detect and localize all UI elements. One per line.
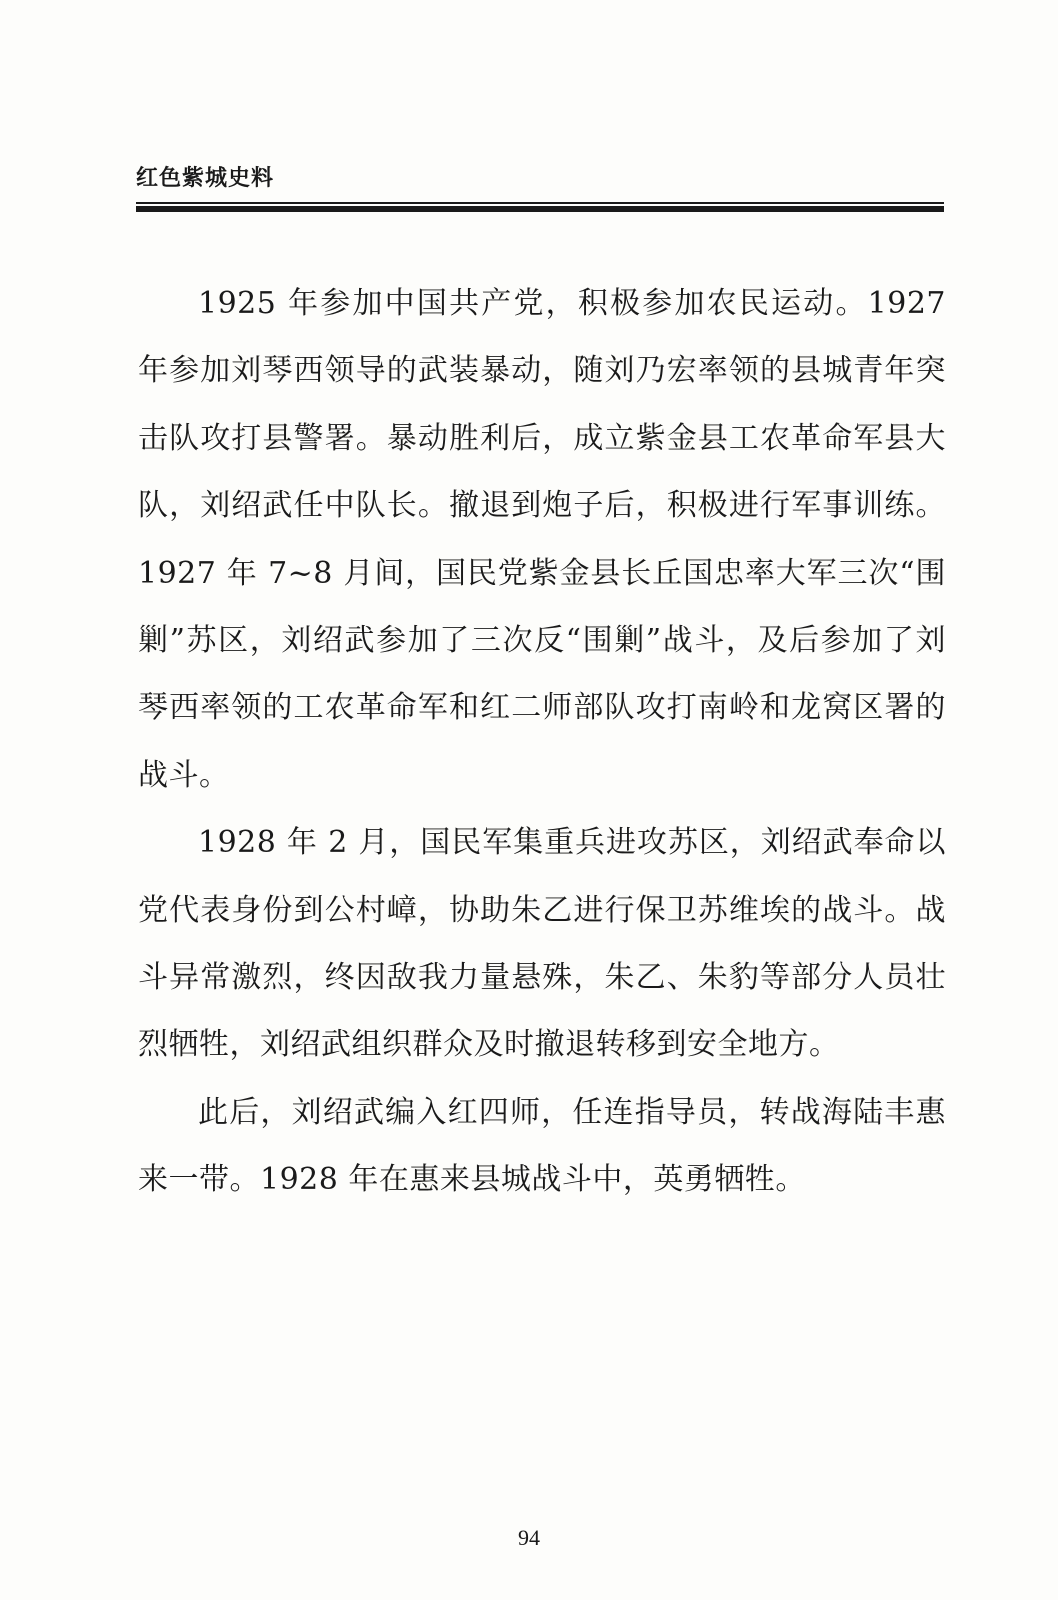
paragraph-1: 1925 年参加中国共产党，积极参加农民运动。1927 年参加刘琴西领导的武装暴动，随刘乃宏率领的县城青年突击队攻打县警署。暴动胜利后，成立紫金县工农革命军县大队，刘绍武任中队长。撤退到炮子后，积极进行军事训练。1927 年 7~8 月间，国民党紫金县长丘国忠率大军三次“围剿”苏区，刘绍武参加了三次反“围剿”战斗，及后参加了刘琴西率领的工农革命军和红二师部队攻打南岭和龙窝区署的战斗。 — [138, 286, 946, 793]
header-rule-thin — [136, 202, 944, 204]
paragraph-3: 此后，刘绍武编入红四师，任连指导员，转战海陆丰惠来一带。1928 年在惠来县城战斗中，英勇牺牲。 — [138, 1094, 946, 1198]
header-rule-thick — [136, 206, 944, 212]
running-header: 红色紫城史料 — [136, 166, 275, 191]
body-text — [138, 270, 946, 1214]
page-number: 94 — [518, 1525, 540, 1550]
paragraph-2: 1928 年 2 月，国民军集重兵进攻苏区，刘绍武奉命以党代表身份到公村嶂，协助朱乙进行保卫苏维埃的战斗。战斗异常激烈，终因敌我力量悬殊，朱乙、朱豹等部分人员壮烈牺牲，刘绍武组织群众及时撤退转移到安全地方。 — [138, 825, 946, 1063]
